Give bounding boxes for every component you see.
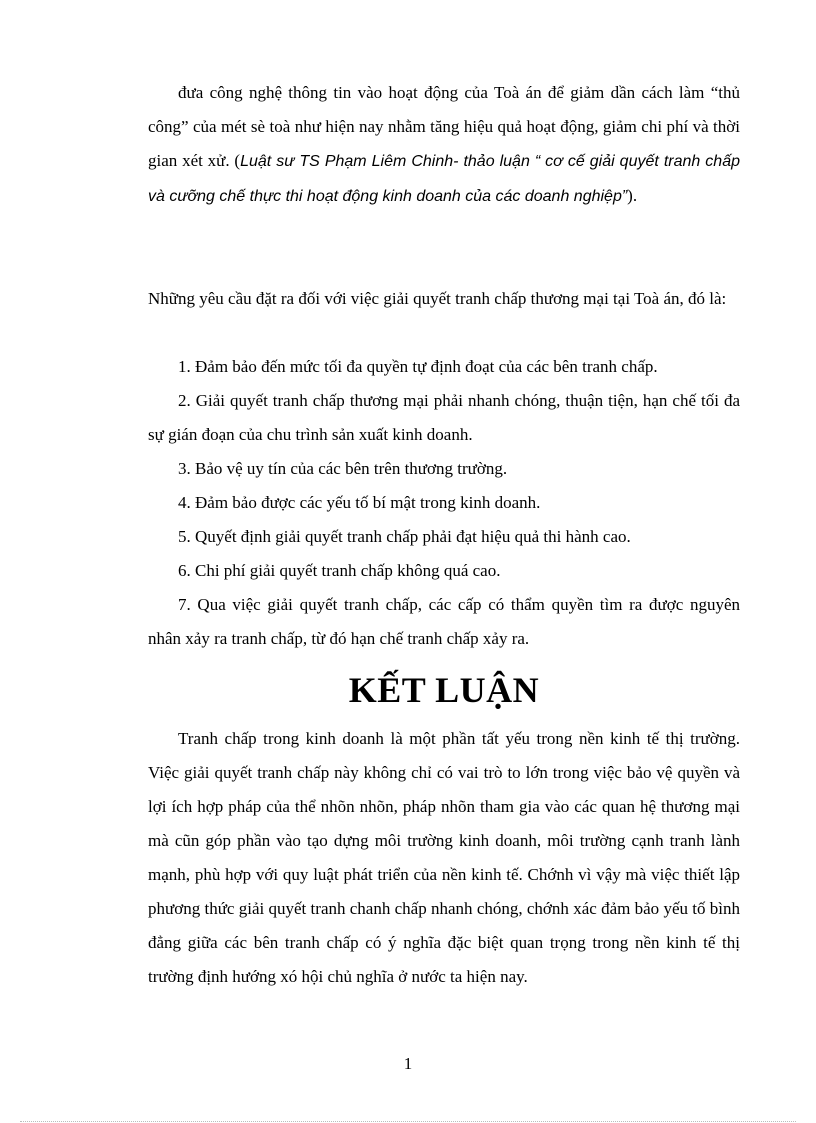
list-item: 5. Quyết định giải quyết tranh chấp phải đạt hiệu quả thi hành cao. <box>178 527 631 546</box>
intro-paragraph <box>148 76 740 214</box>
page-number: 1 <box>403 1054 413 1073</box>
requirements-lead: Những yêu cầu đặt ra đối với việc giải quyết tranh chấp thương mại tại Toà án, đó là: <box>148 289 727 308</box>
list-item: 2. Giải quyết tranh chấp thương mại phải nhanh chóng, thuận tiện, hạn chế tối đa sự gián đoạn của chu trình sản xuất kinh doanh. <box>148 391 740 444</box>
conclusion-paragraph: Tranh chấp trong kinh doanh là một phần tất yếu trong nền kinh tế thị trường. Việc giải quyết tranh chấp này không chỉ có vai trò to lớn trong việc bảo vệ quyền và lợi ích hợp pháp của thể nhõn nhõn, pháp nhõn tham gia vào các quan hệ thương mại mà cũn góp phần vào tạo dựng môi trường kinh doanh, môi trường cạnh tranh lành mạnh, phù hợp với quy luật phát triển của nền kinh tế. Chớnh vì vậy mà việc thiết lập phương thức giải quyết tranh chanh chấp nhanh chóng, chớnh xác đảm bảo yếu tố bình đẳng giữa các bên tranh chấp có ý nghĩa đặc biệt quan trọng trong nền kinh tế thị trường định hướng xó hội chủ nghĩa ở nước ta hiện nay. <box>148 729 740 986</box>
list-item: 1. Đảm bảo đến mức tối đa quyền tự định đoạt của các bên tranh chấp. <box>178 357 658 376</box>
intro-closing: ). <box>627 186 638 205</box>
intro-text: đưa công nghệ thông tin vào hoạt động của Toà án để giảm dần cách làm “thủ công” của mét sè toà như hiện nay nhằm tăng hiệu quả hoạt động, giảm chi phí và thời gian xét xử. ( <box>148 83 740 170</box>
list-item: 3. Bảo vệ uy tín của các bên trên thương trường. <box>178 459 508 478</box>
section-heading: KẾT LUẬN <box>348 670 540 710</box>
list-item: 4. Đảm bảo được các yếu tố bí mật trong kinh doanh. <box>178 493 541 512</box>
list-item: 6. Chi phí giải quyết tranh chấp không quá cao. <box>178 561 501 580</box>
footer-divider <box>20 1121 796 1122</box>
list-item: 7. Qua việc giải quyết tranh chấp, các cấp có thẩm quyền tìm ra được nguyên nhân xảy ra tranh chấp, từ đó hạn chế tranh chấp xảy ra. <box>148 595 740 648</box>
citation-text: Luật sư TS Phạm Liêm Chinh- thảo luận “ cơ cế giải quyết tranh chấp và cưỡng chế thực thi hoạt động kinh doanh của các doanh nghiệp” <box>148 153 740 205</box>
requirements-list <box>148 350 740 656</box>
